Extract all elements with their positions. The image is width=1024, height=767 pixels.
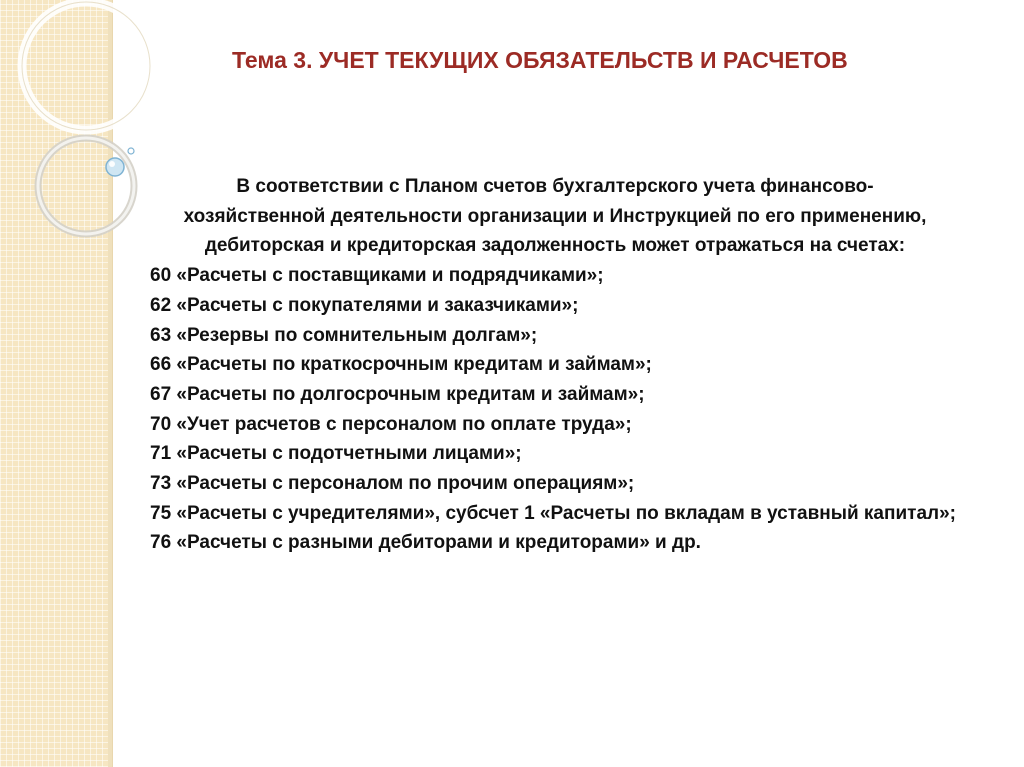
account-item-75: 75 «Расчеты с учредителями», субсчет 1 «Расчеты по вкладам в уставный капитал»; [150, 502, 956, 524]
blue-bubble-large [106, 158, 124, 176]
account-item-71: 71 «Расчеты с подотчетными лицами»; [150, 443, 522, 465]
small-ring-highlight [38, 138, 134, 234]
slide-title: Тема 3. УЧЕТ ТЕКУЩИХ ОБЯЗАТЕЛЬСТВ И РАСЧЕТОВ [232, 47, 848, 73]
slide-content [150, 172, 960, 558]
account-item-67: 67 «Расчеты по долгосрочным кредитам и займам»; [150, 383, 645, 405]
intro-paragraph: В соответствии с Планом счетов бухгалтерского учета финансово-хозяйственной деятельности организации и Инструкцией по его применению, дебиторская и кредиторская задолженность может отражаться на счетах: [183, 176, 927, 257]
blue-bubble-small [128, 148, 134, 154]
large-ring [22, 2, 150, 130]
account-item-62: 62 «Расчеты с покупателями и заказчиками»; [150, 294, 579, 316]
account-item-60: 60 «Расчеты с поставщиками и подрядчиками»; [150, 265, 604, 287]
bubble-shine [109, 161, 115, 167]
account-item-73: 73 «Расчеты с персоналом по прочим операциям»; [150, 473, 635, 495]
account-item-76: 76 «Расчеты с разными дебиторами и кредиторами» и др. [150, 532, 701, 554]
account-item-70: 70 «Учет расчетов с персоналом по оплате труда»; [150, 413, 632, 435]
account-item-66: 66 «Расчеты по краткосрочным кредитам и займам»; [150, 354, 652, 376]
decorative-circles [0, 0, 160, 260]
accounts-list [150, 261, 960, 558]
account-item-63: 63 «Резервы по сомнительным долгам»; [150, 324, 538, 346]
